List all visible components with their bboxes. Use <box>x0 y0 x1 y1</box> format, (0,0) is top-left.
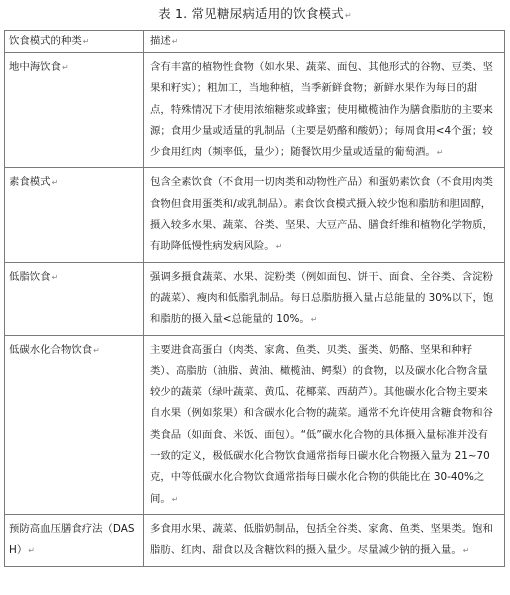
paragraph-mark-icon: ↵ <box>436 148 444 158</box>
table-row <box>5 168 505 262</box>
paragraph-mark-icon: ↵ <box>310 315 318 325</box>
diet-description-cell: 主要进食高蛋白（肉类、家禽、鱼类、贝类、蛋类、奶酪、坚果和种籽类）、高脂肪（油脂、黄油、橄榄油、鳄梨）的食物，以及碳水化合物含量较少的蔬菜（绿叶蔬菜、黄瓜、花椰菜、西葫芦）。其他碳水化合物主要来自水果（例如浆果）和含碳水化合物的蔬菜。通常不允许使用含糖食物和谷类食品（如面食、米饭、面包）。“低”碳水化合物的具体摄入量标准并没有一致的定义，极低碳水化合物饮食通常指每日碳水化合物摄入量为 21~70 克，中等低碳水化合物饮食通常指每日碳水化合物的供能比在 30-40%之间。↵ <box>144 335 505 514</box>
table-header-row <box>5 31 505 53</box>
table-row <box>5 335 505 514</box>
paragraph-mark-icon: ↵ <box>51 272 59 282</box>
diet-description-cell: 多食用水果、蔬菜、低脂奶制品，包括全谷类、家禽、鱼类、坚果类。饱和脂肪、红肉、甜食以及含糖饮料的摄入量少。尽量减少钠的摄入量。↵ <box>144 514 505 566</box>
paragraph-mark-icon: ↵ <box>462 546 470 556</box>
diet-type-cell: 低碳水化合物饮食↵ <box>5 335 144 514</box>
paragraph-mark-icon: ↵ <box>61 63 69 72</box>
paragraph-mark-icon: ↵ <box>344 11 352 20</box>
paragraph-mark-icon: ↵ <box>51 178 59 188</box>
diet-pattern-table <box>4 30 505 567</box>
table-caption <box>0 6 510 24</box>
diet-description-cell: 含有丰富的植物性食物（如水果、蔬菜、面包、其他形式的谷物、豆类、坚果和籽实）；粗加工，当地种植，当季新鲜食物；新鲜水果作为每日的甜点，特殊情况下才使用浓缩糖浆或蜂蜜；使用橄榄油作为膳食脂肪的主要来源；食用少量或适量的乳制品（主要是奶酪和酸奶）；每周食用<4个蛋；较少食用红肉（频率低，量少）；随餐饮用少量或适量的葡萄酒。↵ <box>144 53 505 168</box>
caption-text: 表 1. 常见糖尿病适用的饮食模式 <box>158 6 344 21</box>
diet-description-cell: 强调多摄食蔬菜、水果、淀粉类（例如面包、饼干、面食、全谷类、含淀粉的蔬菜）、瘦肉和低脂乳制品。每日总脂肪摄入量占总能量的 30%以下，饱和脂肪的摄入量<总能量的 10%。↵ <box>144 262 505 335</box>
paragraph-mark-icon: ↵ <box>28 546 35 556</box>
table-row <box>5 262 505 335</box>
diet-type-cell: 低脂饮食↵ <box>5 262 144 335</box>
paragraph-mark-icon: ↵ <box>93 345 100 355</box>
paragraph-mark-icon: ↵ <box>82 37 90 46</box>
header-cell-description: 描述↵ <box>144 31 505 53</box>
diet-type-cell: 预防高血压膳食疗法（DASH）↵ <box>5 514 144 566</box>
header-cell-type: 饮食模式的种类↵ <box>5 31 144 53</box>
diet-type-cell: 地中海饮食↵ <box>5 53 144 168</box>
table-row <box>5 53 505 168</box>
table-row <box>5 514 505 566</box>
paragraph-mark-icon: ↵ <box>171 37 179 46</box>
paragraph-mark-icon: ↵ <box>171 494 179 504</box>
paragraph-mark-icon: ↵ <box>275 242 283 252</box>
diet-description-cell: 包含全素饮食（不食用一切肉类和动物性产品）和蛋奶素饮食（不食用肉类食物但食用蛋类和/或乳制品）。素食饮食模式摄入较少饱和脂肪和胆固醇，摄入较多水果、蔬菜、谷类、坚果、大豆产品、膳食纤维和植物化学物质，有助降低慢性病发病风险。↵ <box>144 168 505 262</box>
diet-type-cell: 素食模式↵ <box>5 168 144 262</box>
